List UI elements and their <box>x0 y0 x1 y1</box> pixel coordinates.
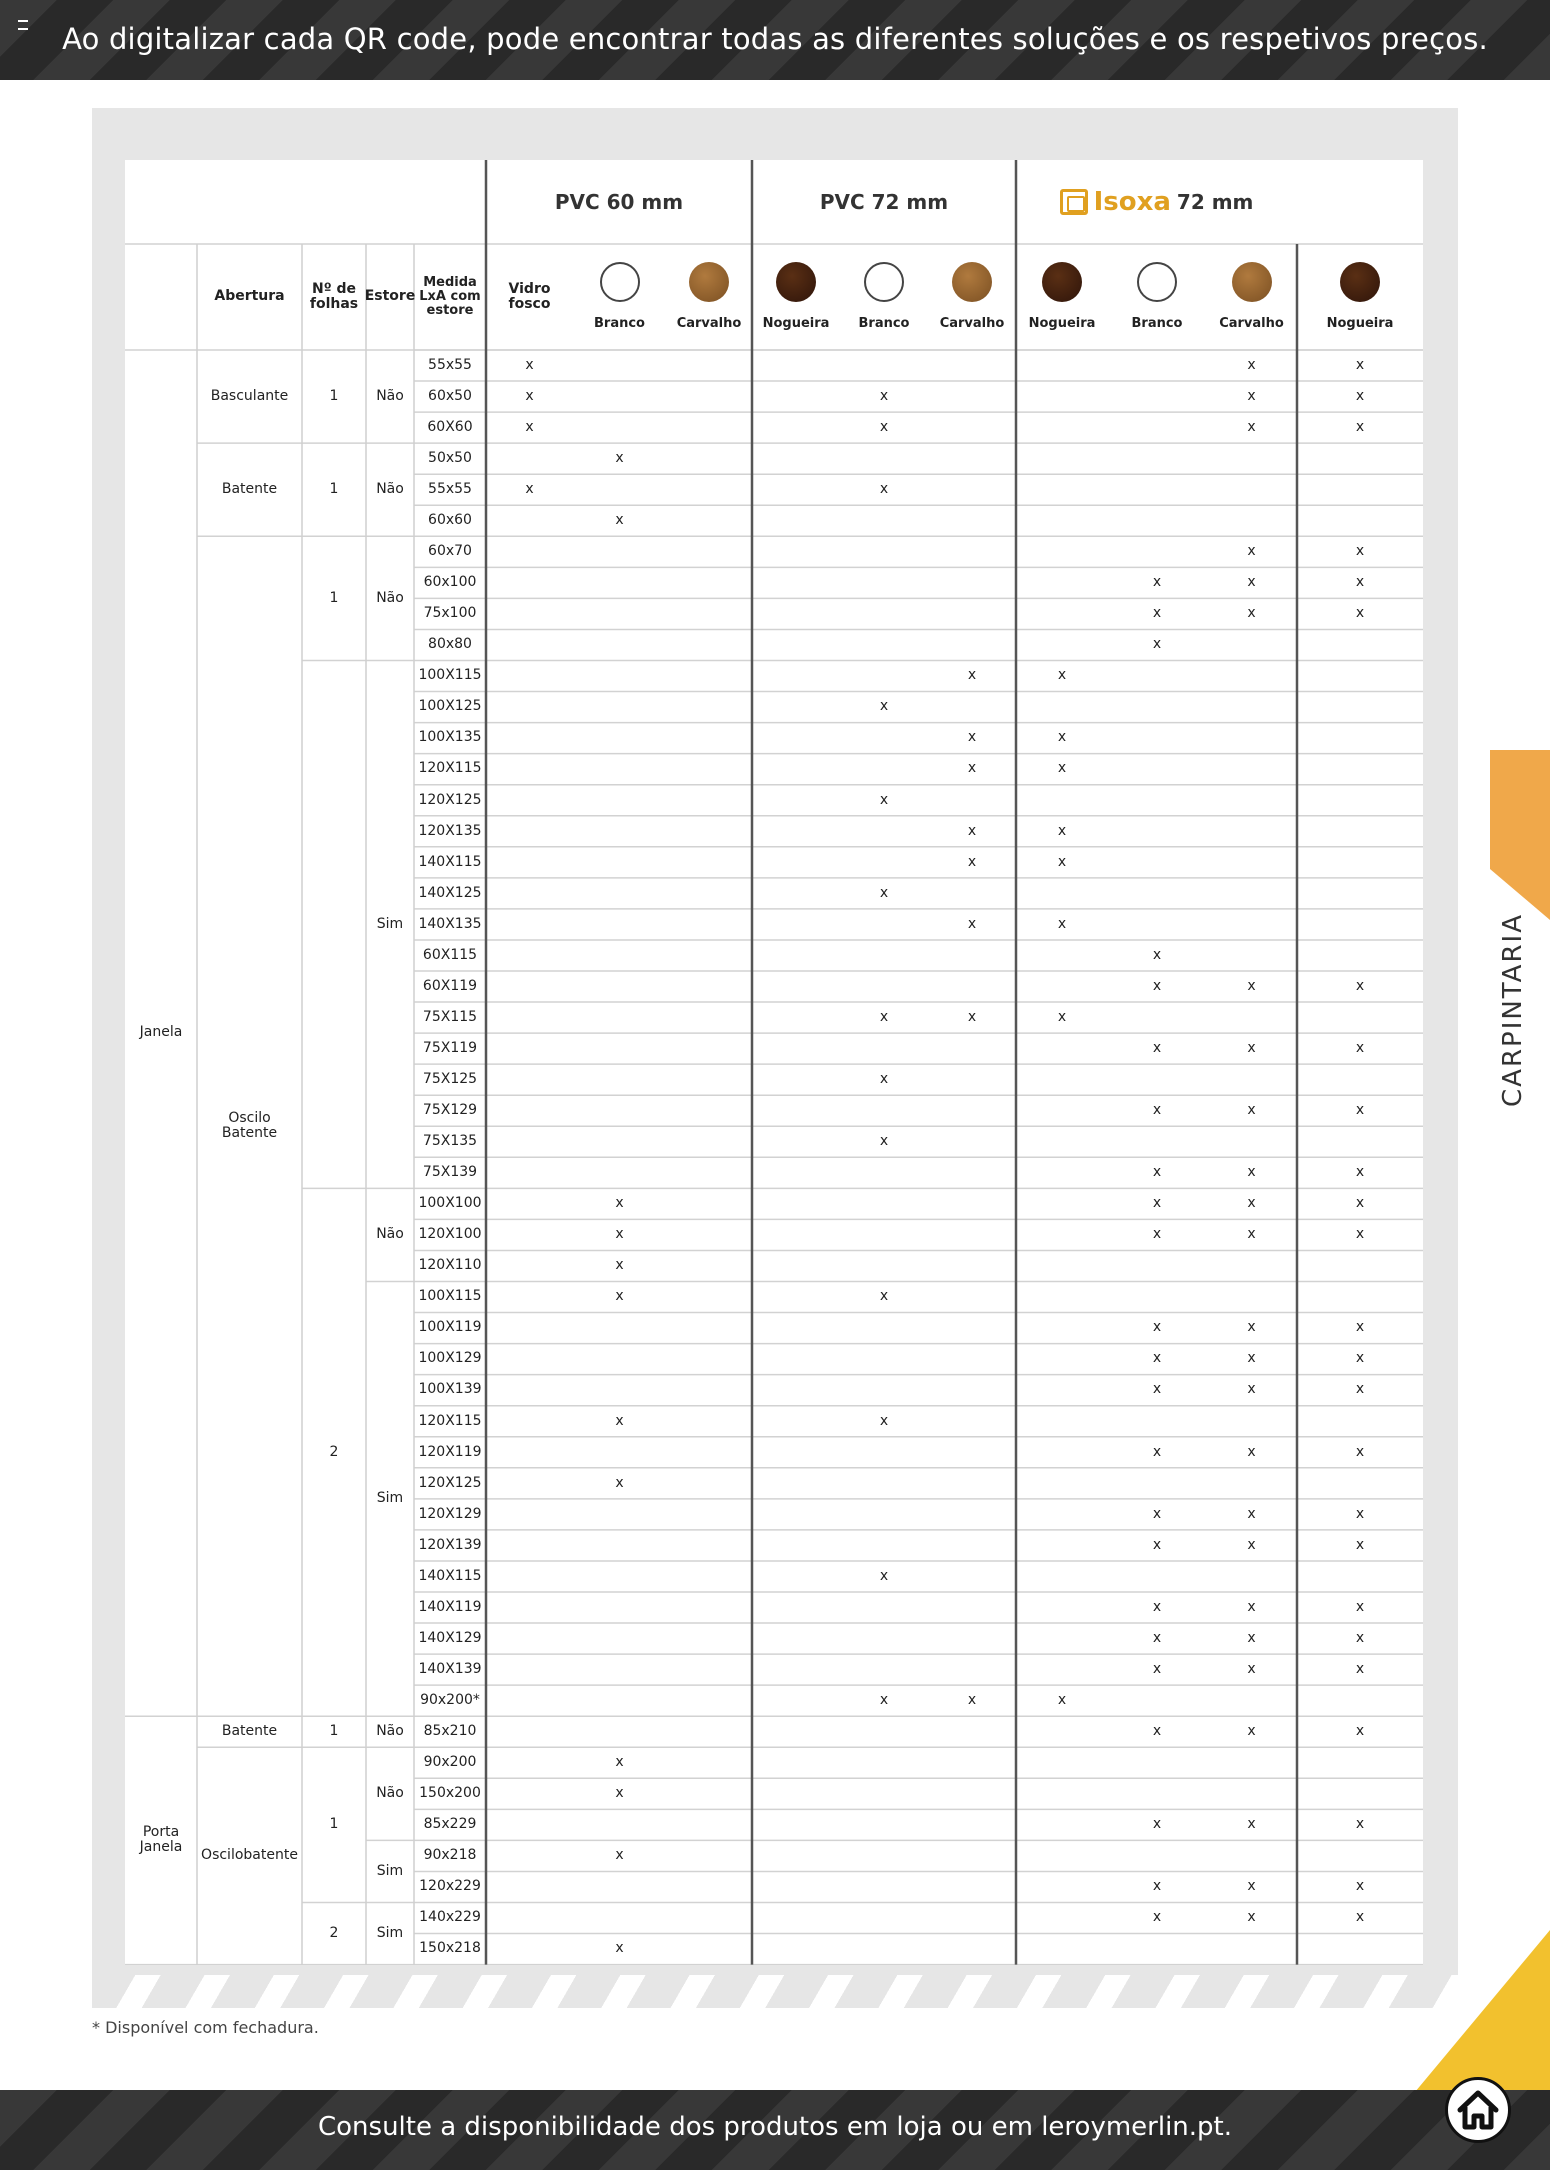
column-header: Estore <box>364 288 416 305</box>
swatch-branco-icon <box>600 262 640 302</box>
vidro-cell: x <box>525 387 534 404</box>
availability-mark: x <box>1355 605 1365 622</box>
medida-cell: 60x50 <box>428 387 472 404</box>
medida-cell: 100X125 <box>418 698 482 715</box>
top-banner <box>0 0 1550 80</box>
isoxa-brand: Isoxa <box>1093 186 1171 217</box>
color-label: Branco <box>594 315 645 331</box>
bottom-banner-text: Consulte a disponibilidade dos produtos em loja ou em leroymerlin.pt. <box>317 2112 1233 2142</box>
medida-cell: 150x200 <box>419 1785 481 1802</box>
home-icon[interactable] <box>1445 2077 1511 2143</box>
medida-cell: 80x80 <box>428 636 472 653</box>
vidro-cell <box>486 567 573 598</box>
medida-cell: 75x100 <box>423 605 477 622</box>
availability-mark: x <box>1057 853 1067 870</box>
availability-mark: x <box>1247 418 1256 435</box>
vidro-cell <box>486 536 573 567</box>
availability-mark: x <box>1355 1878 1365 1895</box>
availability-mark: x <box>1355 1536 1365 1553</box>
availability-mark: x <box>967 915 977 932</box>
medida-cell: 140X135 <box>418 915 482 932</box>
vidro-cell <box>486 1126 573 1157</box>
footnote: * Disponível com fechadura. <box>92 2018 319 2037</box>
availability-mark: x <box>879 387 889 404</box>
medida-cell: 100X129 <box>418 1350 482 1367</box>
medida-cell: 120X125 <box>418 791 482 808</box>
span-abertura: Basculante <box>210 387 289 404</box>
vidro-cell <box>486 629 573 660</box>
availability-mark: x <box>1152 977 1162 994</box>
availability-mark: x <box>879 698 889 715</box>
color-label: Branco <box>1131 315 1183 331</box>
vidro-cell <box>486 505 573 536</box>
availability-mark: x <box>1057 667 1067 684</box>
span-estore: Não <box>376 1226 404 1243</box>
color-label: Nogueira <box>1028 315 1096 331</box>
isoxa-thickness: 72 mm <box>1176 190 1254 214</box>
medida-cell: 150x218 <box>419 1940 481 1957</box>
availability-mark: x <box>1355 1505 1365 1522</box>
span-estore: Não <box>376 589 404 606</box>
vidro-cell <box>486 1095 573 1126</box>
medida-cell: 100X100 <box>418 1195 482 1212</box>
vidro-cell <box>486 661 573 692</box>
span-estore: Não <box>376 481 404 498</box>
availability-mark: x <box>1057 729 1067 746</box>
availability-mark: x <box>1247 1443 1256 1460</box>
availability-mark: x <box>967 667 977 684</box>
medida-cell: 140X139 <box>418 1660 482 1677</box>
medida-cell: 120X119 <box>418 1443 482 1460</box>
availability-mark: x <box>1152 1102 1162 1119</box>
span-folhas: 2 <box>329 1924 339 1941</box>
availability-mark: x <box>615 1847 624 1864</box>
medida-cell: 85x210 <box>423 1723 477 1740</box>
availability-mark: x <box>1152 1909 1162 1926</box>
availability-mark: x <box>1247 1909 1256 1926</box>
swatch-carvalho-icon <box>689 262 729 302</box>
vidro-cell <box>486 1654 573 1685</box>
medida-cell: 120X125 <box>418 1474 482 1491</box>
medida-cell: 75X119 <box>422 1039 478 1056</box>
availability-mark: x <box>1355 977 1365 994</box>
span-folhas: 1 <box>329 589 339 606</box>
availability-mark: x <box>879 1070 889 1087</box>
availability-mark: x <box>1355 1629 1365 1646</box>
availability-mark: x <box>1152 574 1162 591</box>
availability-mark: x <box>615 1474 624 1491</box>
availability-mark: x <box>1355 418 1365 435</box>
availability-mark: x <box>1152 1505 1162 1522</box>
availability-mark: x <box>1152 1536 1162 1553</box>
medida-cell: 90x200* <box>420 1691 480 1708</box>
availability-mark: x <box>1057 1008 1067 1025</box>
availability-mark: x <box>1152 1381 1162 1398</box>
availability-mark: x <box>967 853 977 870</box>
availability-mark: x <box>1247 543 1256 560</box>
vidro-cell <box>486 1437 573 1468</box>
availability-mark: x <box>615 1195 624 1212</box>
medida-cell: 100X139 <box>418 1381 482 1398</box>
span-folhas: 1 <box>329 387 339 404</box>
availability-mark: x <box>1152 1598 1162 1615</box>
availability-mark: x <box>1152 1629 1162 1646</box>
span-abertura: Batente <box>221 1723 278 1740</box>
vidro-cell <box>486 1716 573 1747</box>
availability-mark: x <box>1057 915 1067 932</box>
availability-mark: x <box>879 418 889 435</box>
medida-cell: 100X115 <box>418 1288 482 1305</box>
column-header: Abertura <box>214 288 285 305</box>
group-header-pvc60: PVC 60 mm <box>554 190 684 214</box>
medida-cell: 120X135 <box>418 822 482 839</box>
vidro-cell <box>486 1530 573 1561</box>
medida-cell: 120X115 <box>418 760 482 777</box>
vidro-cell <box>486 1033 573 1064</box>
availability-mark: x <box>1355 1195 1365 1212</box>
vidro-cell <box>486 1406 573 1437</box>
span-estore: Não <box>376 1785 404 1802</box>
availability-mark: x <box>1152 605 1162 622</box>
medida-cell: 75X129 <box>422 1102 478 1119</box>
availability-mark: x <box>1355 1598 1365 1615</box>
column-header: Medida LxA com estore <box>419 274 481 319</box>
availability-mark: x <box>1152 1319 1162 1336</box>
vidro-cell <box>486 1778 573 1809</box>
swatch-nogueira-icon <box>776 262 816 302</box>
side-label-text: CARPINTARIA <box>1498 913 1528 1107</box>
isoxa-logo-icon <box>1060 189 1088 215</box>
availability-mark: x <box>1247 1629 1256 1646</box>
vidro-cell: x <box>525 356 534 373</box>
vidro-cell <box>486 909 573 940</box>
availability-mark: x <box>1247 356 1256 373</box>
availability-mark: x <box>1247 1039 1256 1056</box>
availability-mark: x <box>1355 1660 1365 1677</box>
span-estore: Sim <box>376 1490 404 1507</box>
span-folhas: 2 <box>329 1443 339 1460</box>
vidro-cell <box>486 1157 573 1188</box>
vidro-cell <box>486 723 573 754</box>
vidro-cell <box>486 1219 573 1250</box>
span-abertura: Batente <box>221 481 278 498</box>
availability-mark: x <box>1355 1816 1365 1833</box>
span-estore: Não <box>376 1723 404 1740</box>
color-label: Carvalho <box>1219 315 1284 331</box>
medida-cell: 60x70 <box>428 543 472 560</box>
availability-mark: x <box>1247 1350 1256 1367</box>
medida-cell: 120X110 <box>418 1257 482 1274</box>
vidro-cell <box>486 1747 573 1778</box>
availability-mark: x <box>1152 1660 1162 1677</box>
vidro-cell <box>486 940 573 971</box>
medida-cell: 140X125 <box>418 884 482 901</box>
availability-mark: x <box>1152 1195 1162 1212</box>
vidro-cell <box>486 1468 573 1499</box>
medida-cell: 50x50 <box>428 449 472 466</box>
vidro-cell <box>486 598 573 629</box>
medida-cell: 55x55 <box>428 481 472 498</box>
availability-mark: x <box>1247 1164 1256 1181</box>
vidro-cell <box>486 1282 573 1313</box>
medida-cell: 140X119 <box>418 1598 482 1615</box>
availability-mark: x <box>1247 1660 1256 1677</box>
availability-mark: x <box>1152 1039 1162 1056</box>
availability-mark: x <box>1152 1443 1162 1460</box>
vidro-cell <box>486 1064 573 1095</box>
span-abertura: Oscilo Batente <box>221 1109 278 1142</box>
availability-mark: x <box>1355 1226 1365 1243</box>
vidro-cell <box>486 1002 573 1033</box>
availability-mark: x <box>615 512 624 529</box>
medida-cell: 120X100 <box>418 1226 482 1243</box>
medida-cell: 120X139 <box>418 1536 482 1553</box>
availability-mark: x <box>1247 1723 1256 1740</box>
availability-mark: x <box>879 1008 889 1025</box>
vidro-cell <box>486 1188 573 1219</box>
availability-mark: x <box>1152 1226 1162 1243</box>
vidro-cell: x <box>525 481 534 498</box>
availability-mark: x <box>879 1691 889 1708</box>
availability-mark: x <box>1247 1319 1256 1336</box>
vidro-cell: x <box>525 418 534 435</box>
span-estore: Sim <box>376 1862 404 1879</box>
span-folhas: 1 <box>329 481 339 498</box>
medida-cell: 90x200 <box>423 1754 477 1771</box>
availability-mark: x <box>879 1567 889 1584</box>
availability-mark: x <box>1355 1039 1365 1056</box>
availability-mark: x <box>1355 1319 1365 1336</box>
availability-mark: x <box>1355 1381 1365 1398</box>
availability-mark: x <box>1247 1381 1256 1398</box>
availability-mark: x <box>1247 1102 1256 1119</box>
availability-mark: x <box>1247 574 1256 591</box>
availability-mark: x <box>1247 605 1256 622</box>
medida-cell: 60X60 <box>427 418 473 435</box>
color-label: Nogueira <box>1326 315 1394 331</box>
availability-mark: x <box>615 1940 624 1957</box>
vidro-cell <box>486 1375 573 1406</box>
availability-mark: x <box>615 1785 624 1802</box>
availability-mark: x <box>1355 1443 1365 1460</box>
color-label: Nogueira <box>762 315 830 331</box>
span-folhas: 1 <box>329 1723 339 1740</box>
span-folhas: 1 <box>329 1816 339 1833</box>
vidro-cell <box>486 1250 573 1281</box>
span-estore: Sim <box>376 1924 404 1941</box>
medida-cell: 100X115 <box>418 667 482 684</box>
medida-cell: 140X115 <box>418 853 482 870</box>
vidro-cell <box>486 1623 573 1654</box>
color-label: Branco <box>858 315 910 331</box>
span-estore: Sim <box>376 915 404 932</box>
vidro-cell <box>486 1561 573 1592</box>
medida-cell: 85x229 <box>423 1816 477 1833</box>
medida-cell: 60x60 <box>428 512 472 529</box>
swatch-branco-icon <box>864 262 904 302</box>
vidro-cell <box>486 785 573 816</box>
availability-mark: x <box>1355 387 1365 404</box>
swatch-carvalho-icon <box>1232 262 1272 302</box>
group-header-pvc72: PVC 72 mm <box>819 190 949 214</box>
availability-mark: x <box>1355 543 1365 560</box>
medida-cell: 55x55 <box>428 356 472 373</box>
medida-cell: 75X125 <box>422 1070 478 1087</box>
availability-mark: x <box>1355 1723 1365 1740</box>
vidro-cell <box>486 1499 573 1530</box>
availability-mark: x <box>1152 1816 1162 1833</box>
vidro-cell <box>486 1685 573 1716</box>
availability-mark: x <box>879 1288 889 1305</box>
swatch-nogueira-icon <box>1042 262 1082 302</box>
color-label: Carvalho <box>676 315 742 331</box>
medida-cell: 75X115 <box>422 1008 478 1025</box>
availability-mark: x <box>1247 1226 1256 1243</box>
availability-mark: x <box>879 1412 889 1429</box>
availability-mark: x <box>967 760 977 777</box>
vidro-cell <box>486 692 573 723</box>
color-label: Carvalho <box>939 315 1005 331</box>
availability-mark: x <box>615 1257 624 1274</box>
availability-mark: x <box>1247 1598 1256 1615</box>
availability-mark: x <box>1152 946 1162 963</box>
availability-mark: x <box>967 1008 977 1025</box>
availability-mark: x <box>615 1412 624 1429</box>
column-header: Nº de folhas <box>309 280 359 312</box>
medida-cell: 75X135 <box>422 1133 478 1150</box>
availability-mark: x <box>1247 1536 1256 1553</box>
column-header: Vidro fosco <box>508 280 551 312</box>
availability-mark: x <box>1355 1909 1365 1926</box>
side-label <box>1488 860 1538 1160</box>
availability-mark: x <box>1057 760 1067 777</box>
availability-mark: x <box>1057 822 1067 839</box>
swatch-branco-icon <box>1137 262 1177 302</box>
medida-cell: 120x229 <box>419 1878 481 1895</box>
medida-cell: 75X139 <box>422 1164 478 1181</box>
availability-mark: x <box>967 1691 977 1708</box>
availability-mark: x <box>967 729 977 746</box>
vidro-cell <box>486 754 573 785</box>
availability-mark: x <box>879 1133 889 1150</box>
availability-mark: x <box>967 822 977 839</box>
medida-cell: 60X119 <box>422 977 478 994</box>
medida-cell: 60x100 <box>423 574 477 591</box>
span-estore: Não <box>376 387 404 404</box>
vidro-cell <box>486 816 573 847</box>
vidro-cell <box>486 971 573 1002</box>
vidro-cell <box>486 878 573 909</box>
availability-mark: x <box>615 1226 624 1243</box>
vidro-cell <box>486 1934 573 1965</box>
span-folhas <box>304 661 364 1189</box>
availability-mark: x <box>879 791 889 808</box>
availability-mark: x <box>1247 387 1256 404</box>
availability-mark: x <box>879 481 889 498</box>
vidro-cell <box>486 1871 573 1902</box>
vidro-cell <box>486 1809 573 1840</box>
medida-cell: 100X135 <box>418 729 482 746</box>
span-tipo: Janela <box>139 1024 183 1041</box>
swatch-carvalho-icon <box>952 262 992 302</box>
swatch-nogueira-icon <box>1340 262 1380 302</box>
availability-mark: x <box>1247 1816 1256 1833</box>
availability-mark: x <box>1152 1350 1162 1367</box>
availability-mark: x <box>1152 1723 1162 1740</box>
vidro-cell <box>486 1344 573 1375</box>
availability-mark: x <box>1152 1878 1162 1895</box>
medida-cell: 100X119 <box>418 1319 482 1336</box>
availability-mark: x <box>1355 1164 1365 1181</box>
availability-mark: x <box>615 449 624 466</box>
availability-mark: x <box>1247 977 1256 994</box>
span-tipo: Porta Janela <box>139 1823 183 1856</box>
availability-mark: x <box>615 1288 624 1305</box>
medida-cell: 140X115 <box>418 1567 482 1584</box>
availability-mark: x <box>1355 574 1365 591</box>
medida-cell: 140X129 <box>418 1629 482 1646</box>
vidro-cell <box>486 1903 573 1934</box>
availability-mark: x <box>1247 1505 1256 1522</box>
availability-mark: x <box>1057 1691 1067 1708</box>
vidro-cell <box>486 443 573 474</box>
vidro-cell <box>486 847 573 878</box>
vidro-cell <box>486 1840 573 1871</box>
availability-mark: x <box>1247 1195 1256 1212</box>
availability-mark: x <box>1152 1164 1162 1181</box>
vidro-cell <box>486 1313 573 1344</box>
medida-cell: 90x218 <box>423 1847 477 1864</box>
availability-mark: x <box>615 1754 624 1771</box>
span-abertura: Oscilobatente <box>201 1847 298 1864</box>
medida-cell: 120X129 <box>418 1505 482 1522</box>
medida-cell: 60X115 <box>422 946 478 963</box>
availability-mark: x <box>1152 636 1162 653</box>
availability-mark: x <box>1355 1350 1365 1367</box>
medida-cell: 120X115 <box>418 1412 482 1429</box>
top-banner-text: Ao digitalizar cada QR code, pode encontrar todas as diferentes soluções e os respetivos preços. <box>62 22 1488 56</box>
availability-mark: x <box>1247 1878 1256 1895</box>
availability-mark: x <box>1355 1102 1365 1119</box>
hazard-stripes <box>92 1975 1458 2008</box>
vidro-cell <box>486 1592 573 1623</box>
availability-mark: x <box>879 884 889 901</box>
availability-mark: x <box>1355 356 1365 373</box>
group-header-isoxa <box>1016 160 1297 244</box>
medida-cell: 140x229 <box>419 1909 481 1926</box>
bottom-banner <box>0 2090 1550 2170</box>
